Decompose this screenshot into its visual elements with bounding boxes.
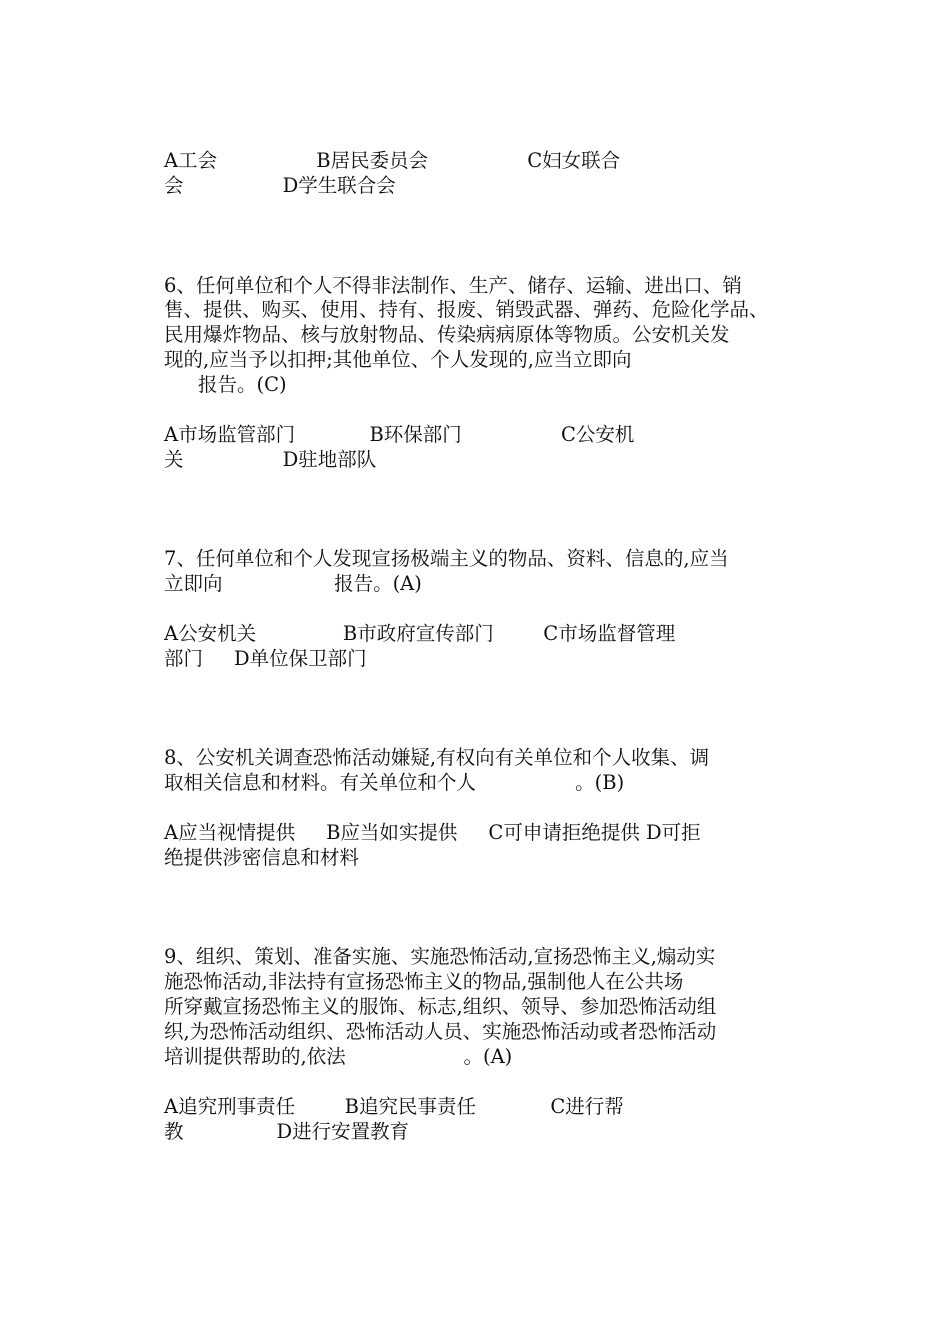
q7-text-line1: 7、任何单位和个人发现宣扬极端主义的物品、资料、信息的,应当 [164,547,729,570]
q8-text-line2: 取相关信息和材料。有关单位和个人 。(B) [164,771,625,794]
q6-text-line1: 6、任何单位和个人不得非法制作、生产、储存、运输、进出口、销 [164,274,742,297]
q6-options-line2: 关 D驻地部队 [164,448,377,471]
q8-options-line1: A应当视情提供 B应当如实提供 C可申请拒绝提供 D可拒 [164,821,701,844]
q6-text-line3: 民用爆炸物品、核与放射物品、传染病病原体等物质。公安机关发 [164,323,730,346]
q6-text-line2: 售、提供、购买、使用、持有、报废、销毁武器、弹药、危险化学品、 [164,298,769,321]
q6-options-line1: A市场监管部门 B环保部门 C公安机 [164,423,635,446]
q9-text-line2: 施恐怖活动,非法持有宣扬恐怖主义的物品,强制他人在公共场 [164,970,684,993]
q6-text-line5: 报告。(C) [198,373,287,396]
q5-options-line1: A工会 B居民委员会 C妇女联合 [164,149,621,172]
q6-text-line4: 现的,应当予以扣押;其他单位、个人发现的,应当立即向 [164,348,632,371]
q8-text-line1: 8、公安机关调查恐怖活动嫌疑,有权向有关单位和个人收集、调 [164,746,710,769]
q9-text-line3: 所穿戴宣扬恐怖主义的服饰、标志,组织、领导、参加恐怖活动组 [164,995,717,1018]
q7-text-line2: 立即向 报告。(A) [164,572,422,595]
q9-options-line2: 教 D进行安置教育 [164,1120,410,1143]
q9-text-line1: 9、组织、策划、准备实施、实施恐怖活动,宣扬恐怖主义,煽动实 [164,945,716,968]
q9-text-line5: 培训提供帮助的,依法 。(A) [164,1045,513,1068]
q8-options-line2: 绝提供涉密信息和材料 [164,846,360,869]
q7-options-line1: A公安机关 B市政府宣传部门 C市场监督管理 [164,622,676,645]
q5-options-line2: 会 D学生联合会 [164,174,396,197]
q9-text-line4: 织,为恐怖活动组织、恐怖活动人员、实施恐怖活动或者恐怖活动 [164,1020,717,1043]
q7-options-line2: 部门 D单位保卫部门 [164,647,367,670]
q9-options-line1: A追究刑事责任 B追究民事责任 C进行帮 [164,1095,624,1118]
